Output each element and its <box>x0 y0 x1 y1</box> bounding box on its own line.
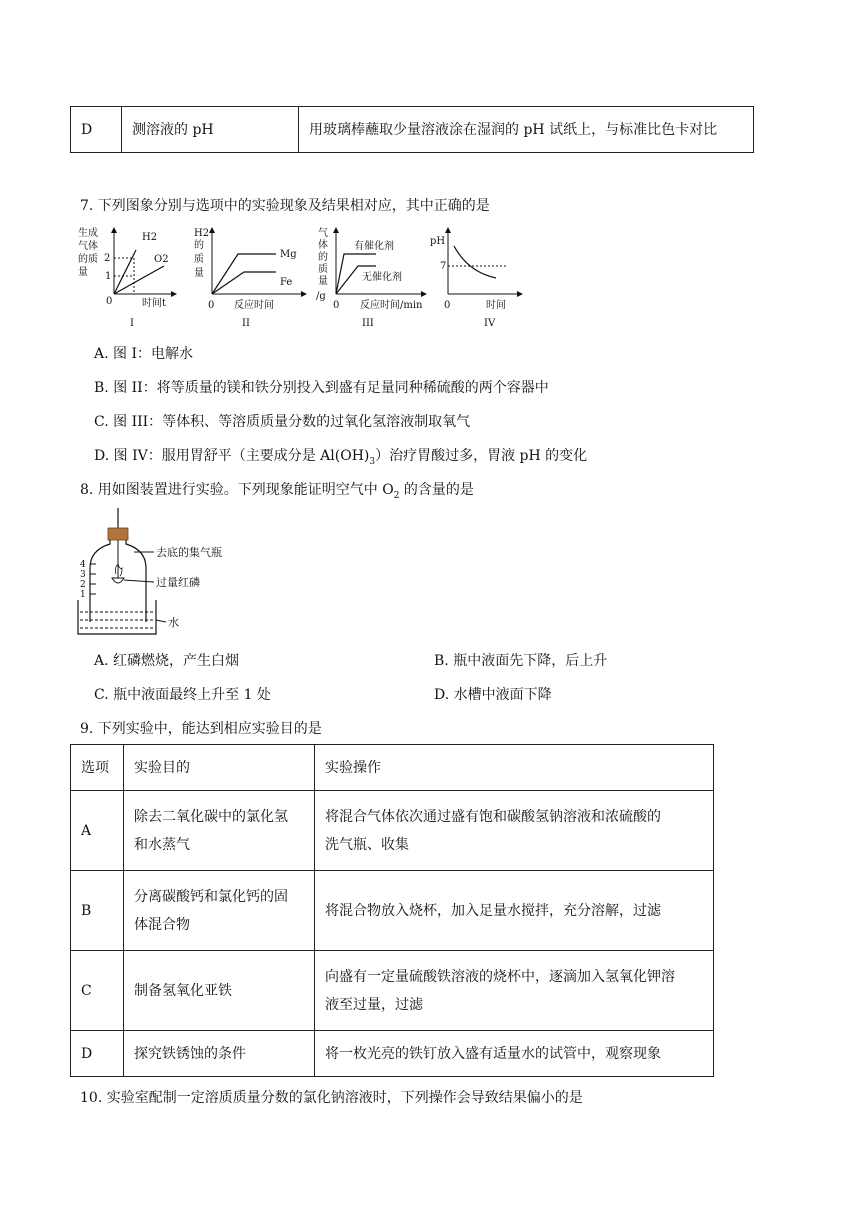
fig1-origin: 0 <box>106 296 113 307</box>
option-cell: D <box>71 107 122 153</box>
q8-stem-sub: 2 <box>393 490 400 501</box>
row-operation-line: 液至过量，过滤 <box>325 996 423 1013</box>
q7-option-d-text: D. 图 IV：服用胃舒平（主要成分是 Al(OH) <box>94 448 370 464</box>
label-red-phosphorus: 过量红磷 <box>156 576 200 589</box>
row-operation: 将一枚光亮的铁钉放入盛有适量水的试管中，观察现象 <box>315 1031 714 1077</box>
top-table <box>70 106 754 153</box>
figure-iv <box>430 228 522 329</box>
fig4-ylabel: pH <box>430 236 446 247</box>
fig2-ylabel-3: 质 <box>194 254 204 265</box>
row-goal <box>124 871 315 951</box>
fig1-o2: O2 <box>154 254 169 265</box>
fig4-caption: IV <box>484 318 496 329</box>
row-goal-line: 除去二氧化碳中的氯化氢 <box>134 808 288 825</box>
q8-option-c: C. 瓶中液面最终上升至 1 处 <box>94 687 271 703</box>
fig2-ylabel-1: H2 <box>194 228 210 239</box>
q9-stem: 9. 下列实验中，能达到相应实验目的是 <box>80 721 322 737</box>
q7-option-d-tail: ）治疗胃酸过多，胃液 pH 的变化 <box>375 448 588 464</box>
header-option: 选项 <box>71 745 124 791</box>
fig2-ylabel-4: 量 <box>194 268 204 279</box>
q7-option-c: C. 图 III：等体积、等溶质质量分数的过氧化氢溶液制取氧气 <box>94 414 471 430</box>
fig4-xlabel: 时间 <box>486 300 506 311</box>
row-goal: 制备氢氧化亚铁 <box>124 951 315 1031</box>
fig3-ylabel-2: 体 <box>318 240 328 251</box>
fig2-fe: Fe <box>280 277 293 288</box>
q8-option-b: B. 瓶中液面先下降，后上升 <box>434 653 608 669</box>
header-operation: 实验操作 <box>315 745 714 791</box>
fig1-ylabel-4: 量 <box>78 267 88 278</box>
label-bottle: 去底的集气瓶 <box>156 546 222 559</box>
q8-option-d: D. 水槽中液面下降 <box>434 687 552 703</box>
table-row <box>71 1031 714 1077</box>
fig2-caption: II <box>242 318 250 329</box>
row-option: C <box>71 951 124 1031</box>
fig1-caption: I <box>130 318 134 329</box>
fig1-ylabel-3: 的质 <box>78 254 98 265</box>
table-header-row <box>71 745 714 791</box>
fig1-tick-1: 1 <box>105 271 112 282</box>
row-option: B <box>71 871 124 951</box>
fig3-ylabel-6: /g <box>316 291 326 302</box>
row-operation-line: 将混合气体依次通过盛有饱和碳酸氢钠溶液和浓硫酸的 <box>325 808 661 825</box>
header-goal: 实验目的 <box>124 745 315 791</box>
q8-stem-text: 8. 用如图装置进行实验。下列现象能证明空气中 O <box>80 482 394 498</box>
fig2-ylabel-2: 的 <box>194 240 204 251</box>
row-operation <box>315 791 714 871</box>
fig1-xlabel: 时间t <box>142 298 167 309</box>
q8-stem <box>80 479 474 501</box>
row-option: D <box>71 1031 124 1077</box>
q7-figures <box>76 224 546 334</box>
figure-i <box>78 226 176 329</box>
scale-3: 3 <box>80 570 86 580</box>
q7-option-a: A. 图 I：电解水 <box>94 346 193 362</box>
fig3-ylabel-3: 的 <box>318 252 328 263</box>
row-goal: 探究铁锈蚀的条件 <box>124 1031 315 1077</box>
fig3-ylabel-4: 质 <box>318 264 328 275</box>
operation-cell: 用玻璃棒蘸取少量溶液涂在湿润的 pH 试纸上，与标准比色卡对比 <box>299 107 754 153</box>
fig2-xlabel: 反应时间 <box>234 300 274 311</box>
row-goal-line: 和水蒸气 <box>134 836 190 853</box>
q10-stem: 10. 实验室配制一定溶质质量分数的氯化钠溶液时，下列操作会导致结果偏小的是 <box>80 1090 583 1106</box>
fig4-tick-7: 7 <box>440 261 447 272</box>
fig1-h2: H2 <box>142 232 158 243</box>
q7-option-d-sub: 3 <box>369 456 376 467</box>
fig3-ylabel-1: 气 <box>318 228 328 239</box>
fig1-ylabel-2: 气体 <box>78 241 98 252</box>
q7-stem: 7. 下列图象分别与选项中的实验现象及结果相对应，其中正确的是 <box>80 198 490 214</box>
fig3-caption: III <box>362 318 374 329</box>
row-goal <box>124 791 315 871</box>
figure-ii <box>194 228 306 329</box>
row-operation <box>315 951 714 1031</box>
fig2-origin: 0 <box>208 300 215 311</box>
q9-table <box>70 744 714 1077</box>
row-operation-line: 向盛有一定量硫酸铁溶液的烧杯中，逐滴加入氢氧化钾溶 <box>325 968 675 985</box>
goal-cell: 测溶液的 pH <box>122 107 299 153</box>
row-operation-line: 洗气瓶、收集 <box>325 836 409 853</box>
table-row <box>71 871 714 951</box>
figure-iii <box>316 227 426 329</box>
fig3-with-catalyst: 有催化剂 <box>354 241 394 252</box>
row-goal-line: 分离碳酸钙和氯化钙的固 <box>134 888 288 905</box>
q8-stem-tail: 的含量的是 <box>399 482 474 498</box>
fig3-xlabel: 反应时间/min <box>360 300 423 311</box>
q7-option-b: B. 图 II：将等质量的镁和铁分别投入到盛有足量同种稀硫酸的两个容器中 <box>94 380 549 396</box>
row-option: A <box>71 791 124 871</box>
table-row <box>71 791 714 871</box>
table-row <box>71 107 754 153</box>
q8-apparatus <box>74 508 274 638</box>
fig3-ylabel-5: 量 <box>318 276 328 287</box>
fig1-ylabel-1: 生成 <box>78 228 98 239</box>
scale-4: 4 <box>80 560 86 570</box>
fig4-origin: 0 <box>444 300 451 311</box>
scale-2: 2 <box>80 580 86 590</box>
label-water: 水 <box>168 616 179 629</box>
scale-1: 1 <box>80 590 86 600</box>
fig2-mg: Mg <box>280 249 297 260</box>
table-row <box>71 951 714 1031</box>
row-operation: 将混合物放入烧杯，加入足量水搅拌，充分溶解，过滤 <box>315 871 714 951</box>
row-goal-line: 体混合物 <box>134 916 190 933</box>
q8-option-a: A. 红磷燃烧，产生白烟 <box>94 653 240 669</box>
fig3-without-catalyst: 无催化剂 <box>362 272 402 283</box>
q7-option-d <box>94 445 587 467</box>
fig3-origin: 0 <box>333 300 340 311</box>
fig1-tick-2: 2 <box>104 253 111 264</box>
